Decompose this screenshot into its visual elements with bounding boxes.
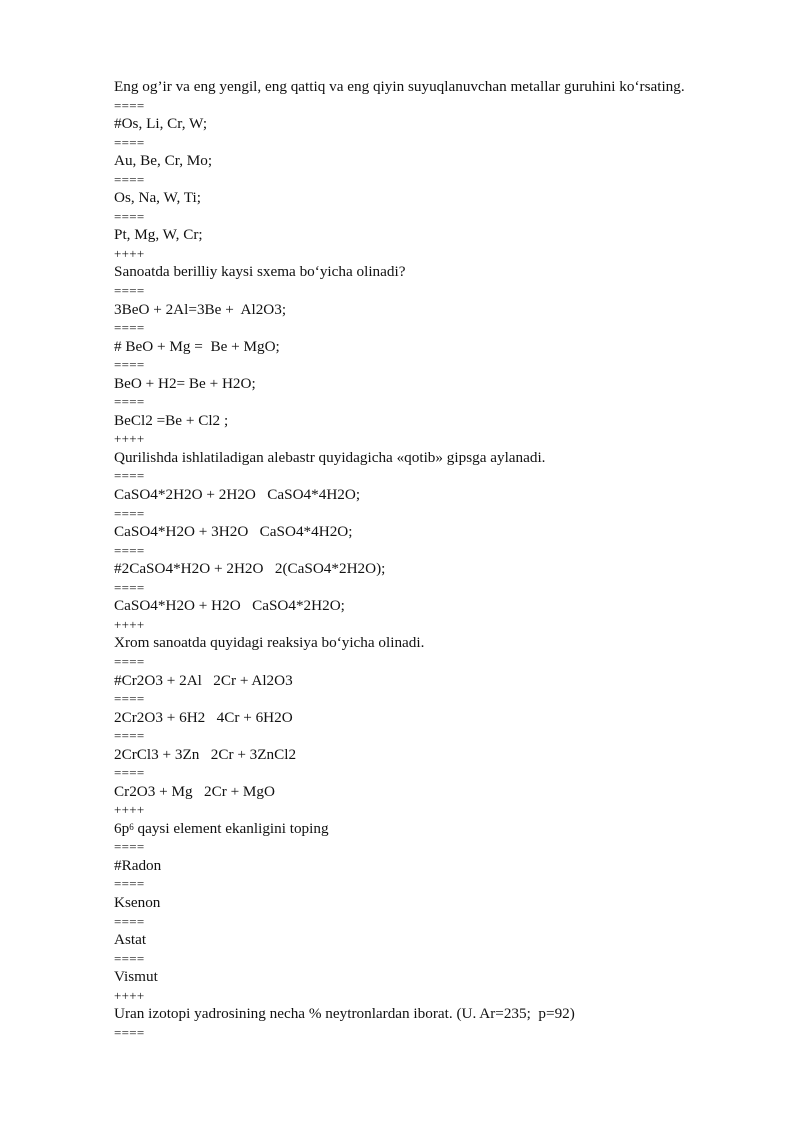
line-text-continued: qaysi element ekanligini toping: [133, 819, 329, 837]
separator-line: [114, 209, 764, 226]
line-text: ====: [114, 357, 145, 373]
line-text: ====: [114, 913, 145, 929]
text-line: [114, 337, 764, 358]
line-text: ++++: [114, 616, 145, 632]
line-text: 2CrCl3 + 3Zn 2Cr + 3ZnCl2: [114, 745, 297, 763]
line-text: ====: [114, 728, 145, 744]
line-text: #Radon: [114, 856, 162, 874]
separator-line: [114, 357, 764, 374]
line-text: # BeO + Mg = Be + MgO;: [114, 337, 280, 355]
line-text: Astat: [114, 931, 147, 949]
text-line: [114, 745, 764, 766]
line-text: ====: [114, 505, 145, 521]
text-line: [114, 151, 764, 172]
text-line: [114, 374, 764, 395]
separator-line: [114, 802, 764, 819]
document-page: [114, 77, 764, 1041]
line-text: 6p: [114, 819, 130, 837]
text-line: [114, 671, 764, 692]
line-text: ====: [114, 950, 145, 966]
line-text: Os, Na, W, Ti;: [114, 189, 201, 207]
separator-line: [114, 320, 764, 337]
superscript: 6: [129, 821, 134, 832]
line-text: ++++: [114, 987, 145, 1003]
text-line: [114, 77, 764, 98]
line-text: Uran izotopi yadrosining necha % neytronlardan iborat. (U. Ar=235; p=92): [114, 1005, 575, 1023]
text-line: [114, 633, 764, 654]
text-line: [114, 596, 764, 617]
line-text: Ksenon: [114, 894, 161, 912]
separator-line: [114, 172, 764, 189]
line-text: ====: [114, 1024, 145, 1040]
separator-line: [114, 654, 764, 671]
separator-line: [114, 839, 764, 856]
line-text: 3BeO + 2Al=3Be + Al2O3;: [114, 300, 287, 318]
line-text: ====: [114, 579, 145, 595]
separator-line: [114, 246, 764, 263]
text-line: [114, 819, 764, 840]
line-text: ====: [114, 282, 145, 298]
separator-line: [114, 468, 764, 485]
separator-line: [114, 765, 764, 782]
line-text: ++++: [114, 245, 145, 261]
separator-line: [114, 98, 764, 115]
separator-line: [114, 1025, 764, 1042]
line-text: ====: [114, 653, 145, 669]
line-text: ====: [114, 765, 145, 781]
text-line: [114, 893, 764, 914]
text-line: [114, 300, 764, 321]
line-text: ====: [114, 208, 145, 224]
text-line: [114, 188, 764, 209]
separator-line: [114, 914, 764, 931]
separator-line: [114, 543, 764, 560]
text-line: [114, 782, 764, 803]
separator-line: [114, 691, 764, 708]
text-line: [114, 930, 764, 951]
line-text: Au, Be, Cr, Mo;: [114, 152, 213, 170]
line-text: Eng og’ir va eng yengil, eng qattiq va eng qiyin suyuqlanuvchan metallar guruhini ko‘rsating.: [114, 78, 685, 95]
separator-line: [114, 951, 764, 968]
line-text: ++++: [114, 431, 145, 447]
line-text: CaSO4*H2O + 3H2O CaSO4*4H2O;: [114, 523, 353, 541]
line-text: ====: [114, 394, 145, 410]
separator-line: [114, 135, 764, 152]
text-line: [114, 262, 764, 283]
line-text: CaSO4*H2O + H2O CaSO4*2H2O;: [114, 597, 345, 615]
text-line: [114, 967, 764, 988]
text-line: [114, 225, 764, 246]
text-line: [114, 559, 764, 580]
line-text: ====: [114, 839, 145, 855]
separator-line: [114, 394, 764, 411]
separator-line: [114, 728, 764, 745]
line-text: ====: [114, 320, 145, 336]
line-text: ====: [114, 134, 145, 150]
text-line: [114, 411, 764, 432]
separator-line: [114, 876, 764, 893]
line-text: #2CaSO4*H2O + 2H2O 2(CaSO4*2H2O);: [114, 560, 386, 578]
line-text: 2Cr2O3 + 6H2 4Cr + 6H2O: [114, 708, 293, 726]
text-line: [114, 1004, 764, 1025]
text-line: [114, 708, 764, 729]
line-text: ====: [114, 876, 145, 892]
line-text: BeCl2 =Be + Cl2 ;: [114, 411, 229, 429]
line-text: ====: [114, 97, 145, 113]
text-line: [114, 485, 764, 506]
text-line: [114, 522, 764, 543]
line-text: Sanoatda berilliy kaysi sxema bo‘yicha olinadi?: [114, 263, 406, 281]
line-text: ++++: [114, 802, 145, 818]
line-text: #Cr2O3 + 2Al 2Cr + Al2O3: [114, 671, 293, 689]
line-text: BeO + H2= Be + H2O;: [114, 374, 256, 392]
line-text: ====: [114, 691, 145, 706]
separator-line: [114, 431, 764, 448]
separator-line: [114, 283, 764, 300]
line-text: ====: [114, 542, 145, 558]
line-text: Qurilishda ishlatiladigan alebastr quyidagicha «qotib» gipsga aylanadi.: [114, 448, 546, 466]
separator-line: [114, 580, 764, 597]
text-line: [114, 114, 764, 135]
line-text: Xrom sanoatda quyidagi reaksiya bo‘yicha olinadi.: [114, 634, 425, 652]
line-text: ====: [114, 468, 145, 484]
line-text: #Os, Li, Cr, W;: [114, 115, 208, 133]
line-text: Pt, Mg, W, Cr;: [114, 226, 203, 244]
line-text: CaSO4*2H2O + 2H2O CaSO4*4H2O;: [114, 486, 361, 504]
line-text: Vismut: [114, 968, 158, 986]
text-line: [114, 856, 764, 877]
line-text: ====: [114, 171, 145, 187]
separator-line: [114, 617, 764, 634]
line-text: Cr2O3 + Mg 2Cr + MgO: [114, 782, 275, 800]
text-line: [114, 448, 764, 469]
separator-line: [114, 988, 764, 1005]
separator-line: [114, 506, 764, 523]
